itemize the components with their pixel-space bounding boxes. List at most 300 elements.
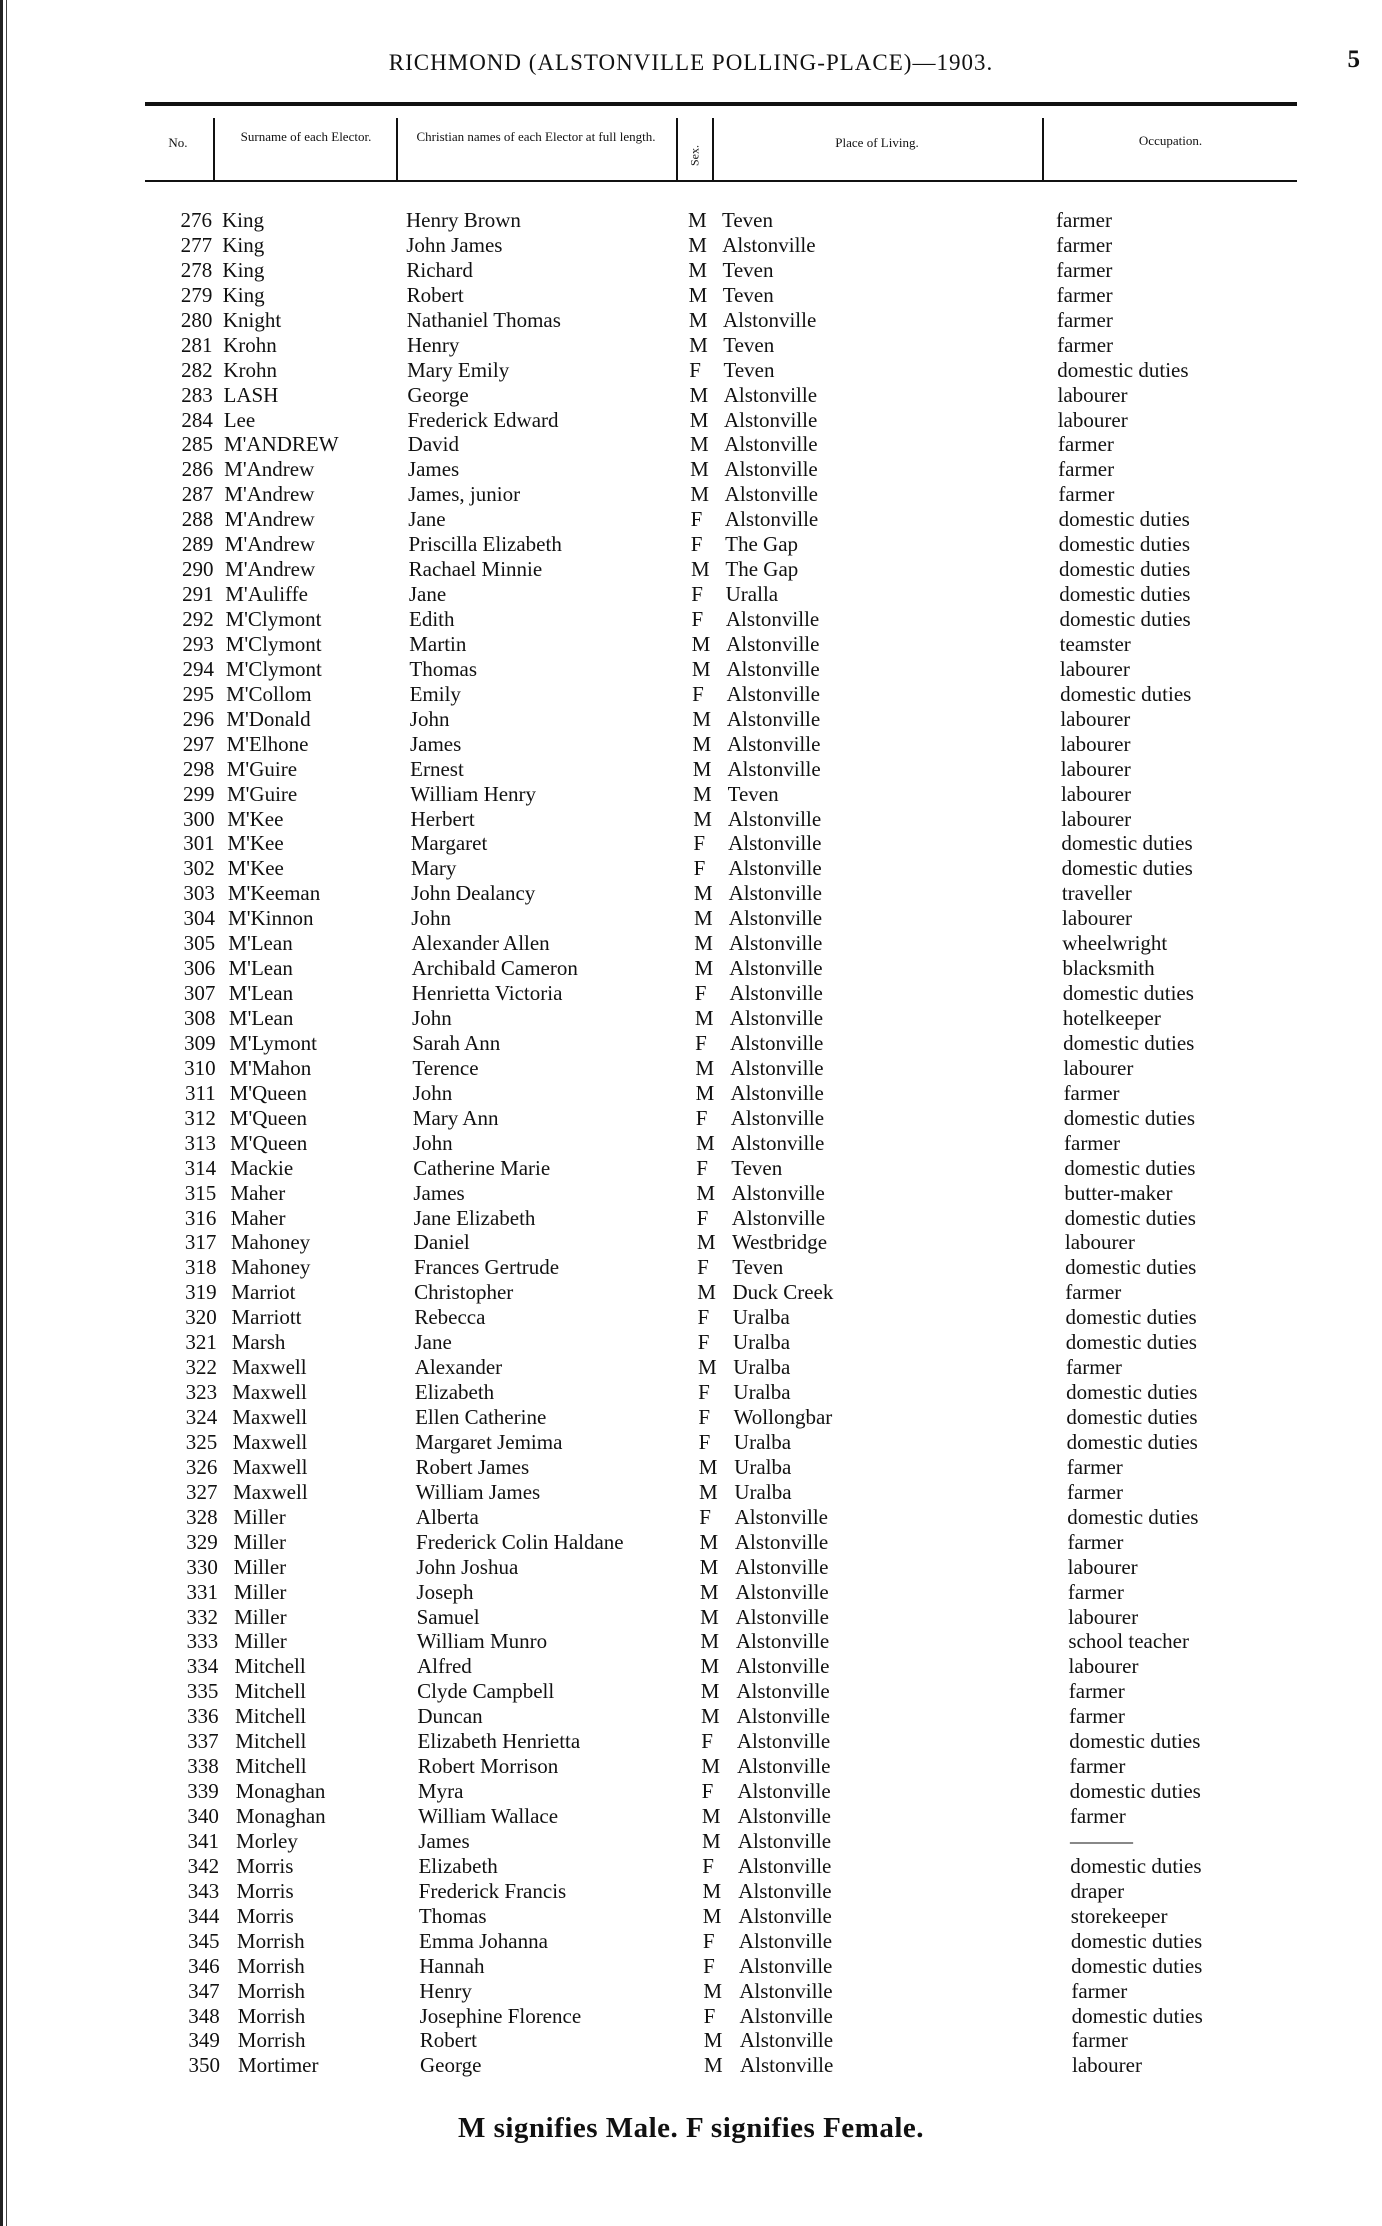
row-christian-names: George: [420, 2053, 482, 2078]
column-divider: [396, 118, 398, 180]
row-sex: M: [688, 257, 708, 282]
row-surname: M'Guire: [226, 756, 298, 781]
row-number: 294: [182, 656, 214, 681]
row-number: 286: [181, 457, 214, 482]
row-number: 315: [184, 1180, 217, 1205]
row-sex: M: [695, 1055, 715, 1080]
table-row: [0, 2028, 1382, 2053]
row-number: 282: [181, 357, 213, 382]
row-occupation: domestic duties: [1064, 1155, 1196, 1180]
row-sex: M: [694, 931, 713, 956]
row-occupation: school teacher: [1068, 1629, 1190, 1654]
row-number: 310: [184, 1055, 216, 1080]
row-sex: F: [697, 1330, 710, 1355]
row-surname: M'Donald: [226, 706, 311, 731]
row-occupation: labourer: [1062, 906, 1133, 931]
table-row: [0, 607, 1382, 632]
row-sex: F: [690, 507, 703, 532]
row-place: Teven: [732, 1255, 784, 1280]
row-number: 296: [182, 706, 215, 731]
row-occupation: traveller: [1061, 881, 1132, 906]
row-occupation: farmer: [1069, 1754, 1126, 1779]
row-christian-names: John Joshua: [416, 1554, 519, 1579]
table-row: [0, 1230, 1382, 1255]
row-number: 304: [183, 906, 216, 931]
row-occupation: farmer: [1068, 1704, 1125, 1729]
row-place: The Gap: [725, 557, 799, 582]
row-christian-names: Alexander Allen: [411, 931, 550, 956]
table-row: [0, 2053, 1382, 2078]
row-surname: M'Guire: [226, 781, 298, 806]
row-surname: Miller: [233, 1529, 286, 1554]
row-number: 284: [181, 407, 213, 432]
row-sex: M: [697, 1355, 717, 1380]
table-row: [0, 1380, 1382, 1405]
row-sex: M: [688, 307, 708, 332]
row-place: Alstonville: [728, 831, 822, 856]
row-occupation: hotelkeeper: [1062, 1006, 1161, 1030]
table-row: [0, 532, 1382, 557]
row-surname: M'Lymont: [229, 1030, 317, 1055]
row-christian-names: Elizabeth: [414, 1380, 495, 1405]
row-number: 323: [185, 1380, 218, 1405]
table-row: [0, 308, 1382, 333]
row-occupation: farmer: [1058, 457, 1115, 482]
row-place: Alstonville: [735, 1554, 829, 1579]
row-surname: Mitchell: [235, 1729, 307, 1754]
row-christian-names: Henry Brown: [406, 208, 521, 232]
row-place: Alstonville: [737, 1754, 831, 1779]
row-occupation: farmer: [1071, 2028, 1128, 2053]
table-row: [0, 557, 1382, 582]
table-row: [0, 1979, 1382, 2004]
row-place: Alstonville: [735, 1629, 830, 1654]
table-row: [0, 956, 1382, 981]
row-surname: Mahoney: [230, 1230, 311, 1255]
row-number: 337: [187, 1729, 219, 1754]
row-christian-names: John: [413, 1130, 453, 1155]
row-surname: Morrish: [236, 1928, 305, 1953]
row-sex: M: [696, 1230, 716, 1255]
table-row: [0, 757, 1382, 782]
row-sex: M: [691, 631, 711, 656]
row-christian-names: William Henry: [410, 781, 537, 806]
row-number: 340: [187, 1804, 219, 1828]
column-header-surname: Surname of each Elector.: [240, 129, 372, 144]
row-christian-names: Elizabeth: [418, 1853, 498, 1878]
row-number: 309: [184, 1030, 216, 1055]
row-sex: F: [693, 831, 706, 856]
row-place: Uralba: [732, 1330, 791, 1355]
row-number: 328: [186, 1504, 218, 1529]
row-number: 327: [186, 1479, 218, 1504]
table-row: [0, 1255, 1382, 1280]
row-sex: M: [693, 806, 712, 831]
row-number: 305: [183, 931, 216, 956]
row-occupation: labourer: [1068, 1654, 1139, 1679]
row-sex: M: [698, 1454, 718, 1479]
table-row: [0, 1031, 1382, 1056]
row-number: 322: [185, 1355, 217, 1380]
row-sex: M: [689, 432, 709, 457]
row-number: 335: [186, 1679, 219, 1704]
row-place: Alstonville: [738, 1903, 832, 1928]
row-occupation: farmer: [1057, 332, 1114, 357]
row-place: Teven: [722, 257, 774, 282]
table-row: [0, 1455, 1382, 1480]
page-number: 5: [1347, 46, 1360, 73]
row-place: Alstonville: [726, 681, 820, 706]
row-surname: Lee: [223, 407, 256, 432]
row-place: Wollongbar: [733, 1405, 833, 1429]
row-christian-names: Alfred: [416, 1654, 472, 1679]
table-row: [0, 1056, 1382, 1081]
row-surname: M'Lean: [228, 981, 294, 1006]
row-christian-names: Martin: [409, 631, 467, 656]
row-surname: King: [222, 232, 265, 257]
table-row: [0, 1330, 1382, 1355]
table-row: [0, 831, 1382, 856]
row-christian-names: Emily: [409, 681, 461, 706]
table-row: [0, 432, 1382, 457]
row-sex: M: [701, 1754, 721, 1779]
row-occupation: blacksmith: [1062, 956, 1155, 981]
row-christian-names: Robert Morrison: [417, 1754, 559, 1779]
row-sex: F: [697, 1305, 710, 1330]
row-occupation: domestic duties: [1069, 1729, 1201, 1754]
row-place: Alstonville: [735, 1604, 829, 1629]
column-header-place: Place of Living.: [835, 135, 919, 150]
table-row: [0, 383, 1382, 408]
row-surname: Krohn: [223, 357, 277, 382]
row-sex: M: [700, 1629, 719, 1654]
row-surname: M'ANDREW: [223, 432, 339, 457]
row-occupation: farmer: [1067, 1479, 1123, 1504]
row-christian-names: Rebecca: [414, 1305, 486, 1330]
table-row: [0, 1480, 1382, 1505]
row-christian-names: Robert James: [415, 1454, 530, 1479]
table-row: [0, 482, 1382, 507]
row-christian-names: Daniel: [413, 1230, 470, 1255]
table-row: [0, 1181, 1382, 1206]
row-christian-names: Sarah Ann: [412, 1030, 501, 1055]
row-sex: M: [704, 2053, 723, 2078]
row-sex: M: [696, 1130, 715, 1155]
row-place: Alstonville: [737, 1779, 831, 1804]
row-christian-names: Priscilla Elizabeth: [408, 532, 562, 557]
row-occupation: domestic duties: [1058, 532, 1191, 557]
row-surname: Mitchell: [234, 1654, 306, 1679]
row-number: 338: [187, 1754, 219, 1779]
row-christian-names: James: [407, 457, 460, 482]
row-surname: Marriot: [231, 1280, 296, 1305]
row-place: Alstonville: [728, 906, 823, 931]
table-row: [0, 507, 1382, 532]
row-occupation: farmer: [1065, 1355, 1122, 1380]
table-row: [0, 1081, 1382, 1106]
row-surname: Morrish: [237, 2028, 306, 2053]
row-surname: Morris: [236, 1853, 294, 1878]
row-number: 311: [185, 1080, 216, 1105]
row-christian-names: Frederick Edward: [407, 407, 559, 432]
row-surname: Knight: [222, 307, 282, 332]
table-row: [0, 1954, 1382, 1979]
table-row: [0, 782, 1382, 807]
table-row: [0, 931, 1382, 956]
row-place: Westbridge: [731, 1230, 828, 1255]
row-surname: M'Keeman: [227, 881, 321, 906]
row-sex: F: [696, 1155, 708, 1180]
row-place: Alstonville: [723, 382, 818, 407]
row-surname: Morris: [236, 1878, 294, 1903]
table-row: [0, 233, 1382, 258]
row-sex: M: [689, 407, 709, 432]
row-surname: King: [222, 282, 265, 307]
row-surname: M'Andrew: [225, 557, 316, 582]
row-number: 312: [184, 1105, 216, 1130]
row-number: 331: [186, 1579, 218, 1604]
row-place: Alstonville: [734, 1504, 828, 1529]
row-surname: Maxwell: [232, 1454, 308, 1479]
row-occupation: domestic duties: [1071, 1953, 1203, 1978]
table-row: [0, 1779, 1382, 1804]
table-row: [0, 632, 1382, 657]
row-place: Alstonville: [739, 2003, 833, 2028]
row-sex: F: [695, 1030, 707, 1055]
table-row: [0, 1679, 1382, 1704]
row-place: Alstonville: [738, 1928, 833, 1953]
row-place: Teven: [722, 208, 774, 232]
row-surname: Mackie: [230, 1155, 294, 1180]
row-surname: M'Queen: [229, 1105, 308, 1130]
row-surname: Mitchell: [234, 1679, 306, 1704]
column-header-no: No.: [168, 135, 188, 150]
row-number: 280: [180, 307, 213, 332]
row-occupation: domestic duties: [1066, 1405, 1198, 1429]
table-row: [0, 856, 1382, 881]
row-christian-names: Henry: [406, 332, 460, 357]
row-sex: F: [693, 856, 706, 881]
row-occupation: labourer: [1059, 656, 1130, 681]
row-place: Alstonville: [724, 507, 819, 532]
table-row: [0, 1280, 1382, 1305]
row-surname: Miller: [234, 1629, 287, 1654]
column-header-sex: Sex.: [687, 145, 702, 167]
row-number: 299: [182, 781, 215, 806]
row-place: Alstonville: [729, 931, 823, 956]
row-surname: King: [222, 208, 264, 232]
row-christian-names: Thomas: [409, 656, 478, 681]
row-occupation: labourer: [1063, 1055, 1134, 1080]
row-number: 326: [185, 1454, 218, 1479]
row-sex: M: [692, 706, 711, 731]
row-surname: Maxwell: [233, 1479, 308, 1504]
row-sex: M: [689, 382, 709, 407]
row-occupation: farmer: [1066, 1454, 1123, 1479]
row-number: 336: [186, 1704, 219, 1729]
row-occupation: farmer: [1068, 1679, 1125, 1704]
row-number: 341: [187, 1828, 220, 1853]
row-occupation: domestic duties: [1066, 1380, 1198, 1405]
row-christian-names: John: [411, 906, 451, 931]
row-surname: Monaghan: [235, 1804, 326, 1828]
row-surname: Mahoney: [231, 1255, 311, 1280]
row-occupation: storekeeper: [1070, 1903, 1168, 1928]
row-place: Alstonville: [723, 407, 818, 432]
row-occupation: labourer: [1061, 806, 1132, 831]
row-occupation: labourer: [1064, 1230, 1135, 1255]
table-row: [0, 358, 1382, 383]
row-sex: M: [693, 881, 713, 906]
row-place: Alstonville: [739, 1978, 833, 2003]
table-row: [0, 1355, 1382, 1380]
row-christian-names: Mary Ann: [412, 1105, 499, 1130]
table-row: [0, 1206, 1382, 1231]
row-christian-names: Nathaniel Thomas: [406, 307, 561, 332]
row-occupation: farmer: [1063, 1080, 1120, 1105]
row-number: 333: [186, 1629, 219, 1654]
row-occupation: labourer: [1072, 2053, 1142, 2078]
row-occupation: domestic duties: [1062, 981, 1194, 1006]
row-number: 291: [182, 582, 214, 607]
row-occupation: domestic duties: [1063, 1030, 1195, 1055]
row-number: 283: [181, 382, 213, 407]
row-sex: M: [690, 482, 710, 507]
table-row: [0, 1879, 1382, 1904]
row-surname: Marriott: [231, 1305, 302, 1330]
row-surname: Monaghan: [235, 1779, 326, 1804]
row-surname: Krohn: [223, 332, 277, 357]
table-row: [0, 1729, 1382, 1754]
row-place: Teven: [722, 282, 774, 307]
row-occupation: farmer: [1056, 232, 1113, 257]
row-place: Alstonville: [724, 457, 818, 482]
table-row: [0, 258, 1382, 283]
row-sex: M: [689, 332, 708, 357]
table-row: [0, 1131, 1382, 1156]
row-place: Alstonville: [737, 1804, 831, 1828]
row-christian-names: William Munro: [416, 1629, 548, 1654]
row-place: Alstonville: [735, 1579, 829, 1604]
row-sex: F: [701, 1729, 713, 1754]
row-place: Uralba: [734, 1454, 792, 1479]
row-christian-names: John: [412, 1006, 452, 1030]
row-place: Alstonville: [724, 432, 818, 457]
row-christian-names: Myra: [417, 1779, 464, 1804]
row-christian-names: Mary Emily: [407, 357, 510, 382]
row-place: Alstonville: [736, 1704, 830, 1729]
row-place: Alstonville: [736, 1729, 831, 1754]
row-number: 320: [185, 1305, 217, 1330]
row-surname: Maxwell: [232, 1405, 308, 1429]
row-sex: M: [692, 756, 712, 781]
table-row: [0, 1530, 1382, 1555]
row-sex: F: [698, 1429, 711, 1454]
row-occupation: farmer: [1056, 282, 1113, 307]
row-christian-names: Ernest: [410, 756, 464, 781]
row-number: 300: [183, 806, 215, 831]
row-occupation: domestic duties: [1064, 1205, 1196, 1230]
table-row: [0, 1106, 1382, 1131]
row-christian-names: Hannah: [419, 1953, 485, 1978]
row-number: 303: [183, 881, 215, 906]
row-sex: F: [699, 1504, 711, 1529]
row-surname: M'Queen: [230, 1130, 308, 1155]
row-sex: M: [691, 656, 711, 681]
row-occupation: domestic duties: [1065, 1305, 1197, 1330]
row-christian-names: Edith: [409, 607, 455, 631]
row-place: Alstonville: [731, 1180, 825, 1205]
row-christian-names: William Wallace: [418, 1804, 559, 1828]
row-place: Alstonville: [734, 1529, 829, 1554]
row-christian-names: David: [407, 432, 460, 457]
row-place: Alstonville: [724, 482, 819, 507]
row-place: Alstonville: [728, 881, 822, 906]
row-number: 344: [187, 1903, 220, 1928]
row-sex: M: [688, 282, 708, 307]
row-occupation: domestic duties: [1066, 1429, 1198, 1454]
row-surname: Miller: [233, 1579, 287, 1604]
row-place: Alstonville: [729, 981, 823, 1006]
row-occupation: labourer: [1057, 407, 1128, 432]
row-occupation: farmer: [1067, 1529, 1124, 1554]
row-place: Alstonville: [729, 1006, 824, 1030]
table-row: [0, 1430, 1382, 1455]
row-place: Alstonville: [727, 756, 821, 781]
row-sex: M: [702, 1878, 722, 1903]
row-number: 321: [185, 1330, 217, 1355]
row-place: Uralba: [734, 1479, 792, 1504]
row-surname: M'Clymont: [225, 631, 322, 656]
row-place: Alstonville: [730, 1055, 824, 1080]
row-number: 318: [185, 1255, 217, 1280]
row-sex: M: [694, 906, 713, 931]
row-sex: M: [694, 956, 714, 981]
row-occupation: domestic duties: [1069, 1779, 1201, 1804]
table-row: [0, 807, 1382, 832]
row-surname: M'Andrew: [224, 457, 315, 482]
row-christian-names: John James: [406, 232, 503, 257]
row-number: 317: [184, 1230, 217, 1255]
row-number: 339: [187, 1779, 219, 1804]
row-christian-names: Jane: [408, 582, 447, 607]
row-number: 308: [183, 1006, 216, 1030]
row-occupation: labourer: [1067, 1554, 1138, 1579]
row-number: 301: [183, 831, 215, 856]
row-christian-names: James: [409, 731, 462, 756]
row-sex: M: [699, 1529, 719, 1554]
table-row: [0, 1854, 1382, 1879]
row-number: 307: [183, 981, 216, 1006]
row-christian-names: Mary: [410, 856, 457, 881]
row-occupation: domestic duties: [1061, 856, 1193, 881]
row-place: The Gap: [725, 532, 799, 557]
row-occupation: farmer: [1056, 307, 1113, 332]
row-surname: M'Elhone: [226, 731, 309, 756]
row-christian-names: Frederick Francis: [418, 1878, 567, 1903]
table-row: [0, 1654, 1382, 1679]
row-surname: Morrish: [237, 2003, 306, 2028]
row-place: Alstonville: [730, 1080, 824, 1105]
row-number: 314: [184, 1155, 217, 1180]
row-christian-names: Henrietta Victoria: [411, 981, 563, 1006]
row-surname: Mortimer: [238, 2053, 319, 2078]
page-title: RICHMOND (ALSTONVILLE POLLING-PLACE)—1903.: [388, 50, 994, 75]
row-place: Alstonville: [726, 656, 820, 681]
row-number: 346: [188, 1953, 220, 1978]
row-surname: LASH: [223, 382, 279, 407]
row-occupation: draper: [1070, 1878, 1125, 1903]
